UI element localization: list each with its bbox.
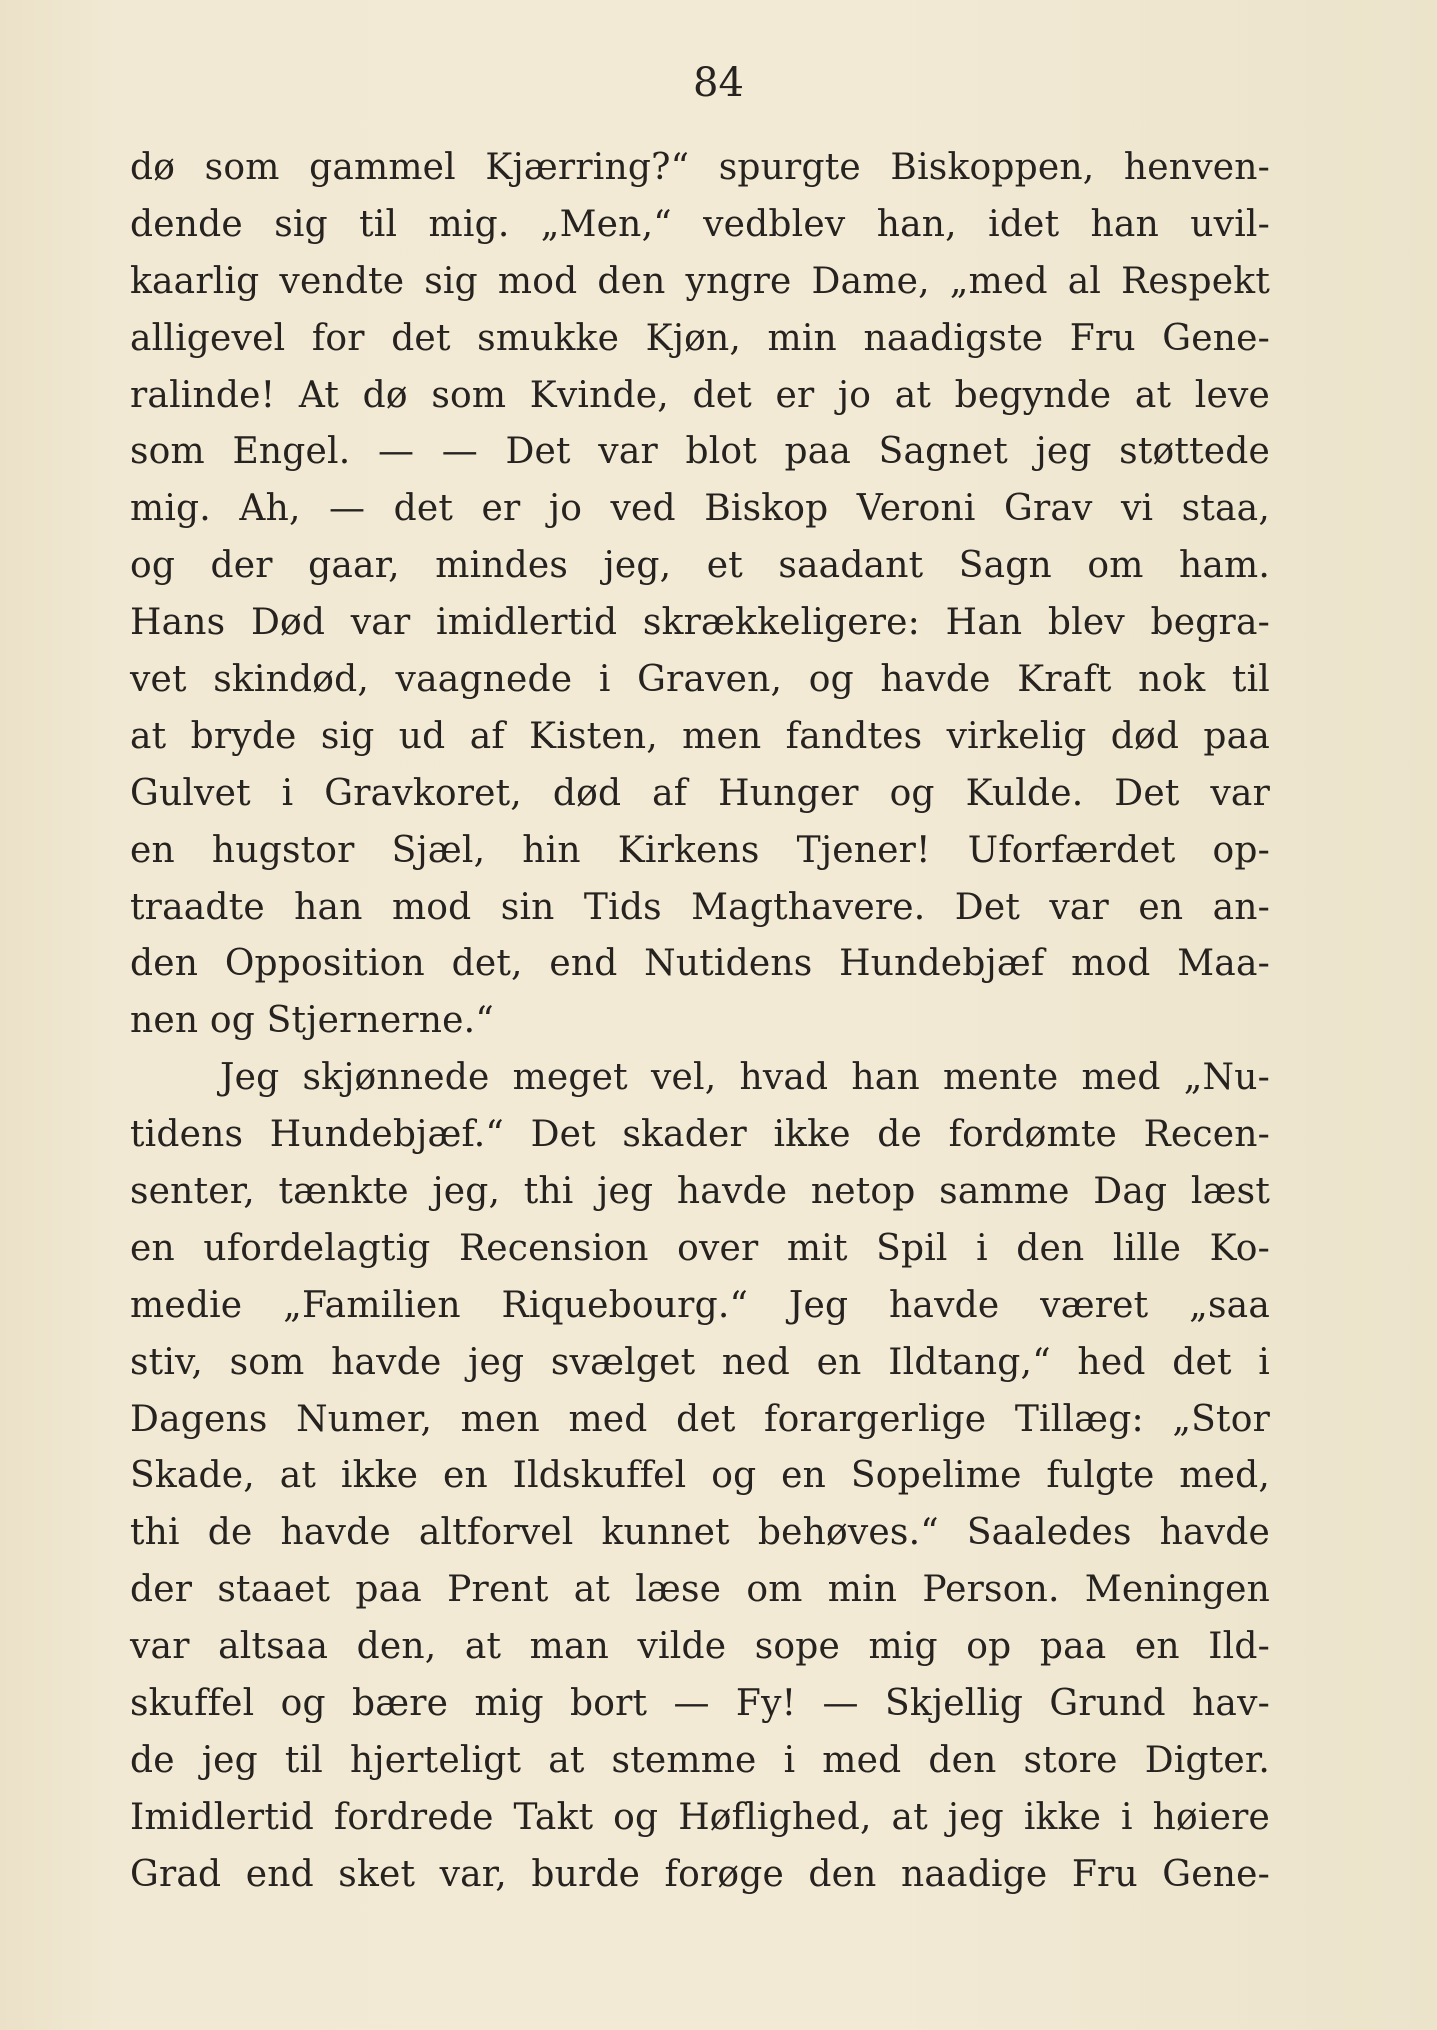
text-line: at bryde sig ud af Kisten, men fandtes virkelig død paa bbox=[130, 715, 1270, 757]
text-line: Jeg skjønnede meget vel, hvad han mente med „Nu- bbox=[220, 1057, 1270, 1099]
text-line: stiv, som havde jeg svælget ned en Ildtang,“ hed det i bbox=[130, 1341, 1270, 1383]
text-line: mig. Ah, — det er jo ved Biskop Veroni Grav vi staa, bbox=[130, 488, 1270, 530]
text-line: ralinde! At dø som Kvinde, det er jo at begynde at leve bbox=[130, 374, 1270, 416]
text-line: Imidlertid fordrede Takt og Høflighed, at jeg ikke i høiere bbox=[130, 1796, 1270, 1838]
text-line: de jeg til hjerteligt at stemme i med den store Digter. bbox=[130, 1739, 1270, 1781]
text-line: vet skindød, vaagnede i Graven, og havde Kraft nok til bbox=[130, 659, 1270, 701]
text-line: skuffel og bære mig bort — Fy! — Skjellig Grund hav- bbox=[130, 1683, 1270, 1725]
text-line: medie „Familien Riquebourg.“ Jeg havde været „saa bbox=[130, 1284, 1270, 1326]
text-line: og der gaar, mindes jeg, et saadant Sagn om ham. bbox=[130, 545, 1270, 587]
text-line: alligevel for det smukke Kjøn, min naadigste Fru Gene- bbox=[130, 317, 1270, 359]
text-line: Grad end sket var, burde forøge den naadige Fru Gene- bbox=[130, 1853, 1270, 1895]
text-line: traadte han mod sin Tids Magthavere. Det var en an- bbox=[130, 886, 1270, 928]
text-line: kaarlig vendte sig mod den yngre Dame, „med al Respekt bbox=[130, 260, 1270, 302]
body-text bbox=[130, 140, 1270, 1904]
text-line: dende sig til mig. „Men,“ vedblev han, idet han uvil- bbox=[130, 203, 1270, 245]
text-line: var altsaa den, at man vilde sope mig op paa en Ild- bbox=[130, 1626, 1270, 1668]
text-line: en hugstor Sjæl, hin Kirkens Tjener! Uforfærdet op- bbox=[130, 829, 1270, 871]
text-line: Dagens Numer, men med det forargerlige Tillæg: „Stor bbox=[130, 1398, 1270, 1440]
page-number: 84 bbox=[693, 60, 744, 106]
text-line: Hans Død var imidlertid skrækkeligere: Han blev begra- bbox=[130, 602, 1270, 644]
text-line: den Opposition det, end Nutidens Hundebjæf mod Maa- bbox=[130, 943, 1270, 985]
text-line: tidens Hundebjæf.“ Det skader ikke de fordømte Recen- bbox=[130, 1114, 1270, 1156]
text-line: som Engel. — — Det var blot paa Sagnet jeg støttede bbox=[130, 431, 1270, 473]
text-line: senter, tænkte jeg, thi jeg havde netop samme Dag læst bbox=[130, 1171, 1270, 1213]
text-line: Gulvet i Gravkoret, død af Hunger og Kulde. Det var bbox=[130, 772, 1270, 814]
text-line: der staaet paa Prent at læse om min Person. Meningen bbox=[130, 1569, 1270, 1611]
text-line: dø som gammel Kjærring?“ spurgte Biskoppen, henven- bbox=[130, 147, 1270, 188]
text-line: Skade, at ikke en Ildskuffel og en Sopelime fulgte med, bbox=[130, 1455, 1270, 1497]
text-line: en ufordelagtig Recension over mit Spil i den lille Ko- bbox=[130, 1227, 1270, 1269]
text-line: thi de havde altforvel kunnet behøves.“ Saaledes havde bbox=[130, 1512, 1270, 1554]
text-line: nen og Stjernerne.“ bbox=[130, 1000, 494, 1042]
